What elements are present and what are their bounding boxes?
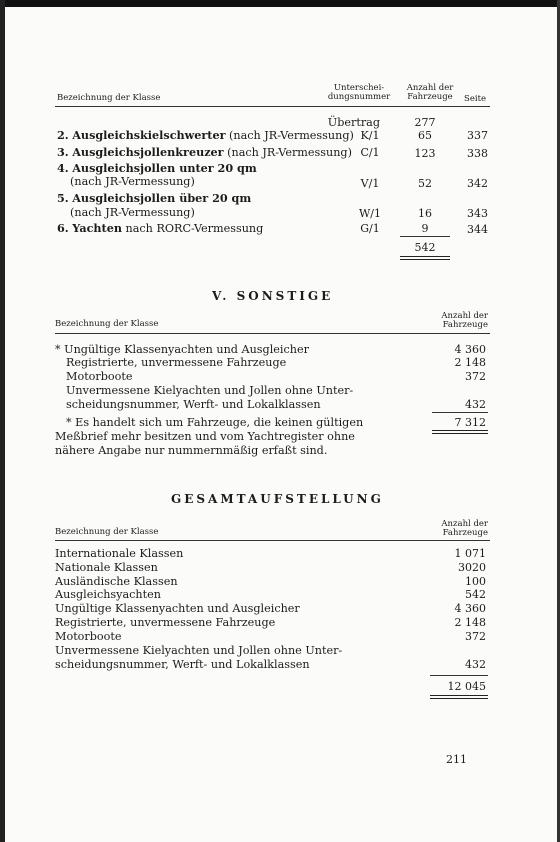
page-top-edge — [0, 0, 560, 7]
list-item: Registrierte, unvermessene Fahrzeuge — [55, 616, 276, 629]
list-item: Unvermessene Kielyachten und Jollen ohne Unter- — [55, 644, 343, 657]
header-rule — [55, 333, 490, 334]
total-double-rule — [430, 695, 488, 699]
list-item-value: 542 — [465, 588, 486, 601]
row-class-name: Ausgleichsjollen über 20 qm — [72, 191, 252, 205]
list-item: Ausgleichsyachten — [55, 588, 161, 601]
table-row — [57, 129, 354, 142]
column-header-count-line2: Fahrzeuge — [407, 92, 453, 102]
row-class-detail: (nach JR-Vermessung) — [225, 129, 354, 142]
list-item-value: 432 — [465, 398, 486, 411]
footnote-line: Meßbrief mehr besitzen und vom Yachtregister ohne — [55, 430, 355, 443]
section-total: 7 312 — [454, 416, 486, 429]
row-code: K/1 — [360, 129, 380, 142]
list-item-value: 1 071 — [454, 547, 486, 560]
list-item-value: 2 148 — [454, 616, 486, 629]
list-item: Motorboote — [66, 370, 133, 383]
column-header-code-line2: dungsnummer — [327, 92, 391, 102]
row-number: 5. — [57, 191, 69, 205]
footnote-line: * Es handelt sich um Fahrzeuge, die keinen gültigen — [66, 416, 364, 429]
header-rule — [55, 106, 490, 107]
total-double-rule — [400, 256, 450, 260]
list-item-value: 372 — [465, 630, 486, 643]
column-header-code — [320, 84, 398, 102]
row-class-name: Ausgleichskielschwerter — [72, 128, 226, 142]
list-item: * Ungültige Klassenyachten und Ausgleicher — [55, 343, 309, 356]
list-item-value: 432 — [465, 658, 486, 671]
column-header-count — [410, 312, 488, 330]
column-header-code-line1: Unterschei- — [333, 83, 385, 93]
row-count: 16 — [418, 207, 432, 220]
row-class-name: Ausgleichsjollen unter 20 qm — [72, 161, 257, 175]
sum-rule — [430, 675, 488, 676]
row-class-detail: (nach JR-Vermessung) — [70, 206, 195, 219]
column-header-name: Bezeichnung der Klasse — [57, 93, 161, 103]
section-title: GESAMTAUFSTELLUNG — [171, 492, 384, 506]
row-number: 6. — [57, 221, 69, 235]
header-rule — [55, 540, 490, 541]
page-left-edge — [0, 0, 5, 842]
list-item: Nationale Klassen — [55, 561, 158, 574]
row-number: 2. — [57, 128, 69, 142]
section-total: 542 — [414, 241, 436, 254]
carry-label: Übertrag — [327, 116, 380, 129]
column-header-count-line1: Anzahl der — [441, 519, 488, 529]
row-code: V/1 — [360, 177, 380, 190]
row-count: 65 — [418, 129, 432, 142]
row-class-detail: (nach JR-Vermessung) — [70, 175, 195, 188]
list-item: Internationale Klassen — [55, 547, 184, 560]
row-code: G/1 — [360, 222, 380, 235]
row-count: 52 — [418, 177, 432, 190]
column-header-count-line1: Anzahl der — [441, 311, 488, 321]
list-item: Ausländische Klassen — [55, 575, 178, 588]
table-row — [57, 162, 257, 175]
grand-total: 12 045 — [447, 680, 486, 693]
row-count: 9 — [421, 222, 429, 235]
list-item-value: 2 148 — [454, 356, 486, 369]
column-header-page: Seite — [464, 94, 487, 104]
list-item-value: 4 360 — [454, 343, 486, 356]
row-class-detail: (nach JR-Vermessung) — [223, 146, 352, 159]
list-item-value: 372 — [465, 370, 486, 383]
list-item-continuation: scheidungsnummer, Werft- und Lokalklassen — [55, 658, 310, 671]
total-double-rule — [432, 430, 488, 434]
list-item-value: 4 360 — [454, 602, 486, 615]
list-item-value: 3020 — [458, 561, 486, 574]
row-class-name: Yachten — [72, 221, 122, 235]
row-class-name: Ausgleichsjollenkreuzer — [72, 145, 224, 159]
row-class-detail: nach RORC-Vermessung — [121, 222, 264, 235]
row-page: 344 — [467, 223, 488, 236]
table-row — [57, 222, 263, 235]
list-item: Registrierte, unvermessene Fahrzeuge — [66, 356, 287, 369]
row-page: 338 — [467, 147, 488, 160]
list-item-continuation: scheidungsnummer, Werft- und Lokalklassen — [66, 398, 321, 411]
column-header-name: Bezeichnung der Klasse — [55, 319, 159, 329]
column-header-count — [410, 520, 488, 538]
row-number: 4. — [57, 161, 69, 175]
column-header-count-line2: Fahrzeuge — [442, 320, 488, 330]
column-header-count-line1: Anzahl der — [406, 83, 454, 93]
list-item: Unvermessene Kielyachten und Jollen ohne Unter- — [66, 384, 354, 397]
page-number: 211 — [446, 753, 467, 766]
row-code: C/1 — [360, 146, 380, 159]
row-page: 337 — [467, 129, 488, 142]
sum-rule — [400, 236, 450, 237]
list-item-value: 100 — [465, 575, 486, 588]
column-header-count-line2: Fahrzeuge — [442, 528, 488, 538]
table-row — [57, 192, 251, 205]
table-row — [57, 146, 352, 159]
row-page: 343 — [467, 207, 488, 220]
row-number: 3. — [57, 145, 69, 159]
list-item: Motorboote — [55, 630, 122, 643]
column-header-count — [400, 84, 460, 102]
sum-rule — [432, 412, 488, 413]
list-item: Ungültige Klassenyachten und Ausgleicher — [55, 602, 300, 615]
row-count: 123 — [414, 147, 436, 160]
footnote-line: nähere Angabe nur nummernmäßig erfaßt sind. — [55, 444, 328, 457]
section-title: V. SONSTIGE — [212, 289, 334, 303]
column-header-name: Bezeichnung der Klasse — [55, 527, 159, 537]
row-page: 342 — [467, 177, 488, 190]
row-code: W/1 — [358, 207, 381, 220]
carry-value: 277 — [414, 116, 436, 129]
